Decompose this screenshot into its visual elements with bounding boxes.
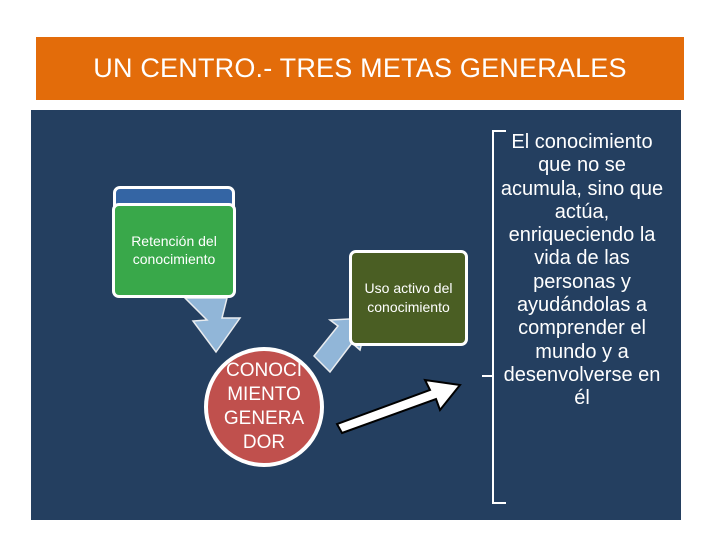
generador-label: CONOCIMIENTO GENERADOR	[223, 360, 305, 453]
retention-label: Retención del conocimiento	[131, 233, 217, 267]
slide-title: UN CENTRO.- TRES METAS GENERALES	[93, 53, 627, 83]
generador-circle	[204, 347, 324, 467]
description-text: El conocimiento que no se acumula, sino que actúa, enriqueciendo la vida de las personas y ayudándolas a comprender el mundo y a desenvolverse en él	[500, 131, 664, 410]
uso-activo-box	[349, 250, 468, 346]
retention-box	[112, 203, 236, 298]
uso-activo-label: Uso activo del conocimiento	[364, 280, 453, 315]
title-bar	[36, 37, 684, 100]
